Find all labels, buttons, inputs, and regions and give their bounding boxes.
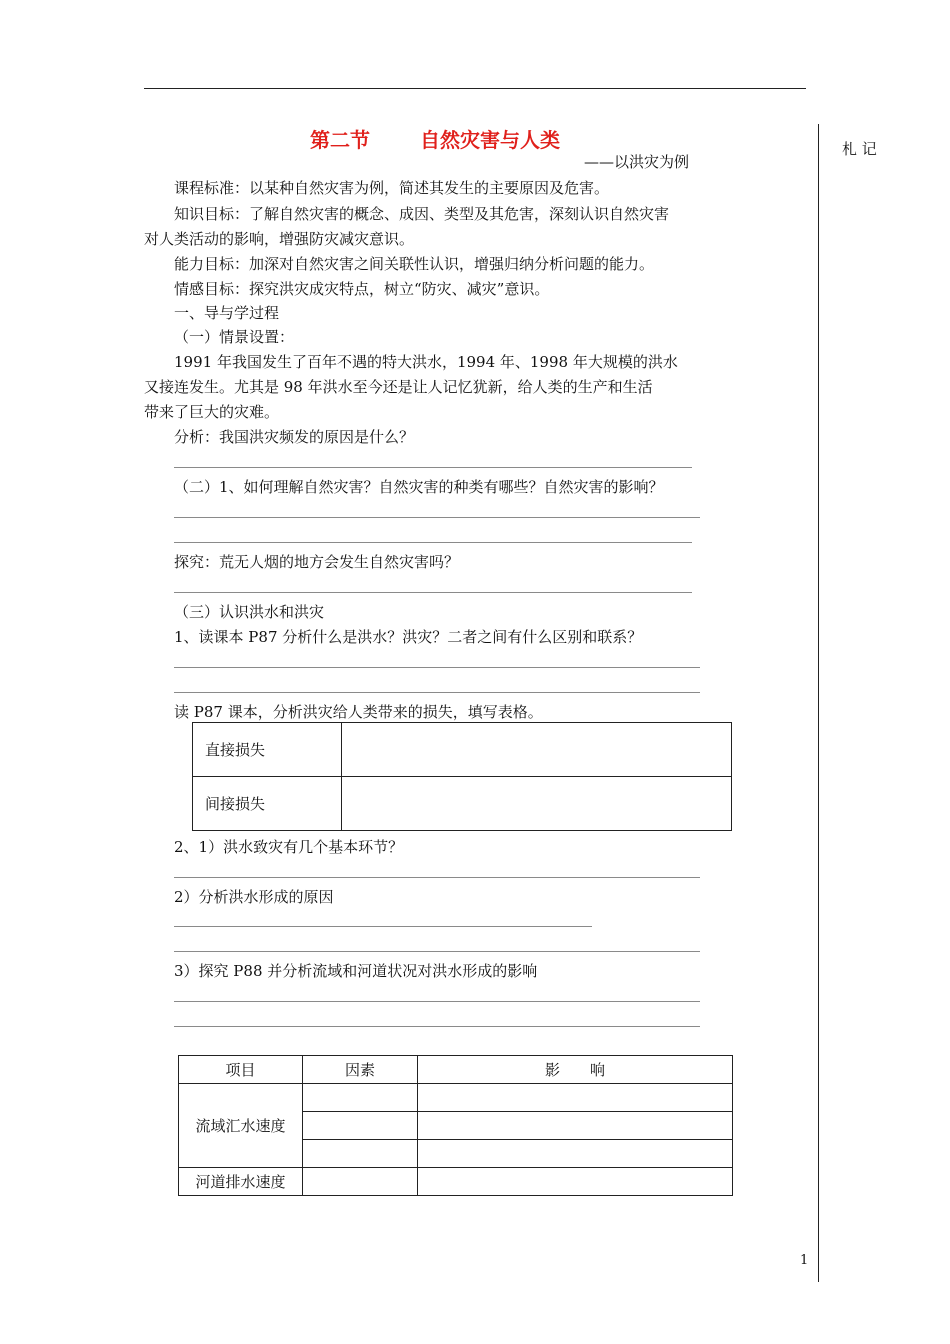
- row-label-channel: 河道排水速度: [179, 1168, 303, 1196]
- table-row: [193, 777, 732, 831]
- factor-cell[interactable]: [303, 1084, 418, 1112]
- table-header-row: [179, 1056, 733, 1084]
- header-rule: [144, 88, 806, 89]
- loss-table: [192, 722, 732, 831]
- loss-instruction: 读 P87 课本，分析洪灾给人类带来的损失，填写表格。: [174, 703, 543, 721]
- scene-text-1: 1991 年我国发生了百年不遇的特大洪水，1994 年、1998 年大规模的洪水: [174, 353, 678, 371]
- indirect-loss-label: 间接损失: [193, 777, 342, 831]
- impact-cell[interactable]: [418, 1112, 733, 1140]
- answer-line: [174, 877, 700, 878]
- header-factor: 因素: [303, 1056, 418, 1084]
- factor-cell[interactable]: [303, 1140, 418, 1168]
- impact-cell[interactable]: [418, 1168, 733, 1196]
- impact-cell[interactable]: [418, 1140, 733, 1168]
- factor-cell[interactable]: [303, 1112, 418, 1140]
- ability-goal: 能力目标：加深对自然灾害之间关联性认识，增强归纳分析问题的能力。: [174, 255, 655, 273]
- page-title: 自然灾害与人类: [420, 128, 560, 152]
- answer-line: [174, 1001, 700, 1002]
- section-three-heading: （三）认识洪水和洪灾: [174, 603, 325, 621]
- section-number: 第二节: [310, 128, 370, 152]
- knowledge-goal: 知识目标：了解自然灾害的概念、成因、类型及其危害，深刻认识自然灾害: [174, 205, 670, 223]
- indirect-loss-cell[interactable]: [342, 777, 732, 831]
- answer-line: [174, 592, 692, 593]
- margin-rule: [818, 124, 819, 1282]
- answer-line: [174, 692, 700, 693]
- header-item: 项目: [179, 1056, 303, 1084]
- direct-loss-label: 直接损失: [193, 723, 342, 777]
- scene-heading: （一）情景设置：: [174, 328, 295, 346]
- direct-loss-cell[interactable]: [342, 723, 732, 777]
- answer-line: [174, 926, 592, 927]
- subtitle: ——以洪灾为例: [584, 153, 690, 171]
- table-row: [179, 1168, 733, 1196]
- factor-cell[interactable]: [303, 1168, 418, 1196]
- question-three-two-b: 2）分析洪水形成的原因: [174, 888, 334, 906]
- scene-text-2: 又接连发生。尤其是 98 年洪水至今还是让人记忆犹新，给人类的生产和生活: [144, 378, 653, 396]
- emotion-goal: 情感目标：探究洪灾成灾特点，树立“防灾、减灾”意识。: [174, 280, 550, 298]
- answer-line: [174, 467, 692, 468]
- answer-line: [174, 542, 692, 543]
- knowledge-goal-cont: 对人类活动的影响，增强防灾减灾意识。: [144, 230, 415, 248]
- question-three-one: 1、读课本 P87 分析什么是洪水？洪灾？二者之间有什么区别和联系？: [174, 628, 643, 646]
- impact-cell[interactable]: [418, 1084, 733, 1112]
- question-three-two-a: 2、1）洪水致灾有几个基本环节？: [174, 838, 404, 856]
- header-impact: 影 响: [418, 1056, 733, 1084]
- course-standard: 课程标准：以某种自然灾害为例，简述其发生的主要原因及危害。: [174, 179, 610, 197]
- table-row: [179, 1084, 733, 1112]
- question-three-two-c: 3）探究 P88 并分析流域和河道状况对洪水形成的影响: [174, 962, 538, 980]
- answer-line: [174, 951, 700, 952]
- margin-note: 札 记: [842, 140, 877, 158]
- scene-text-3: 带来了巨大的灾难。: [144, 403, 280, 421]
- page-number: 1: [800, 1253, 809, 1268]
- table-row: [193, 723, 732, 777]
- process-heading: 一、导与学过程: [174, 304, 280, 322]
- question-two: （二）1、如何理解自然灾害？自然灾害的种类有哪些？自然灾害的影响？: [174, 478, 664, 496]
- answer-line: [174, 1026, 700, 1027]
- factor-table: [178, 1055, 733, 1196]
- row-label-basin: 流域汇水速度: [179, 1084, 303, 1168]
- analysis-question: 分析：我国洪灾频发的原因是什么？: [174, 428, 415, 446]
- answer-line: [174, 517, 700, 518]
- answer-line: [174, 667, 700, 668]
- explore-question: 探究：荒无人烟的地方会发生自然灾害吗？: [174, 553, 460, 571]
